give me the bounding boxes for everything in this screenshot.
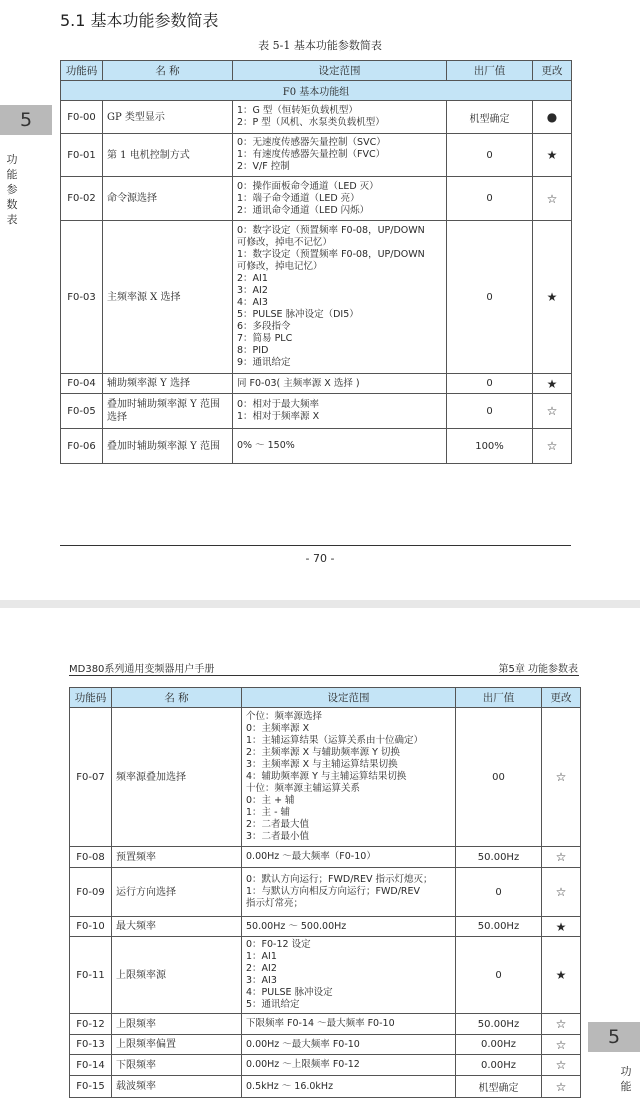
range-line: 7：简易 PLC — [237, 333, 293, 344]
param-code: F0-10 — [70, 917, 112, 937]
param-name: 叠加时辅助频率源 Y 范围 — [103, 429, 233, 464]
param-code: F0-06 — [61, 429, 103, 464]
param-name: 载波频率 — [112, 1076, 242, 1098]
param-name: 预置频率 — [112, 847, 242, 868]
range-line: 3：主频率源 X 与主辅运算结果切换 — [246, 759, 398, 770]
table-row — [70, 868, 581, 917]
table-row — [70, 847, 581, 868]
param-range — [233, 221, 447, 374]
table-row — [70, 1014, 581, 1035]
param-code: F0-04 — [61, 374, 103, 394]
footer-divider — [60, 545, 571, 546]
range-line: 4：PULSE 脉冲设定 — [246, 987, 333, 998]
table-row — [61, 177, 572, 221]
param-range — [242, 937, 456, 1014]
range-line: 1：相对于频率源 X — [237, 411, 320, 422]
param-range — [233, 374, 447, 394]
header-change: 更改 — [542, 688, 581, 708]
section-title: 5.1 基本功能参数简表 — [60, 11, 219, 30]
page-gap — [0, 600, 640, 608]
range-line: 3：二者最小值 — [246, 831, 310, 842]
param-default: 0.00Hz — [456, 1055, 542, 1076]
running-header-right: 第5章 功能参数表 — [498, 664, 578, 675]
side-char: 功 — [6, 153, 18, 166]
param-range — [233, 177, 447, 221]
range-line: 50.00Hz ～ 500.00Hz — [246, 920, 347, 932]
param-name: 辅助频率源 Y 选择 — [103, 374, 233, 394]
range-line: 1：与默认方向相反方向运行；FWD/REV — [246, 886, 421, 897]
range-line: 0：主 + 辅 — [246, 795, 295, 806]
param-name: 第 1 电机控制方式 — [103, 134, 233, 177]
range-line: 4：辅助频率源 Y 与主辅运算结果切换 — [246, 771, 407, 782]
group-label: F0 基本功能组 — [61, 81, 572, 101]
range-line: 1：有速度传感器矢量控制（FVC） — [237, 149, 386, 160]
param-range — [242, 1035, 456, 1055]
param-code: F0-05 — [61, 394, 103, 429]
param-default: 机型确定 — [447, 101, 533, 134]
range-line: 0% ～ 150% — [237, 440, 295, 451]
param-code: F0-13 — [70, 1035, 112, 1055]
param-name: 最大频率 — [112, 917, 242, 937]
table-header-row — [61, 61, 572, 81]
param-change-symbol: ● — [533, 101, 572, 134]
header-name: 名 称 — [112, 688, 242, 708]
param-name: 上限频率偏置 — [112, 1035, 242, 1055]
table-row — [70, 917, 581, 937]
header-divider — [69, 675, 579, 676]
param-name: 频率源叠加选择 — [112, 708, 242, 847]
param-code: F0-12 — [70, 1014, 112, 1035]
param-change-symbol: ☆ — [542, 847, 581, 868]
table-caption: 表 5-1 基本功能参数简表 — [258, 39, 382, 52]
range-line: 可修改，掉电记忆） — [237, 261, 323, 272]
param-name: 上限频率源 — [112, 937, 242, 1014]
parameter-table-f0-part2 — [69, 687, 581, 1098]
range-line: 2：AI1 — [237, 273, 268, 284]
side-char: 能 — [6, 168, 18, 181]
param-range — [242, 1014, 456, 1035]
param-default: 00 — [456, 708, 542, 847]
range-line: 1：端子命令通道（LED 亮） — [237, 192, 360, 204]
param-default: 0 — [447, 394, 533, 429]
param-name: 叠加时辅助频率源 Y 范围选择 — [103, 394, 233, 429]
range-line: 下限频率 F0-14 ～最大频率 F0-10 — [246, 1018, 395, 1029]
param-default: 0 — [447, 374, 533, 394]
side-char: 数 — [6, 198, 18, 211]
chapter-tab: 5 — [588, 1022, 640, 1052]
range-line: 个位：频率源选择 — [246, 711, 323, 722]
table-row — [61, 394, 572, 429]
param-name: 运行方向选择 — [112, 868, 242, 917]
range-line: 0.00Hz ～最大频率（F0-10） — [246, 851, 376, 862]
param-default: 0.00Hz — [456, 1035, 542, 1055]
param-change-symbol: ★ — [542, 917, 581, 937]
param-name: 上限频率 — [112, 1014, 242, 1035]
table-row — [61, 374, 572, 394]
param-default: 0 — [447, 134, 533, 177]
param-default: 50.00Hz — [456, 847, 542, 868]
param-range — [242, 1055, 456, 1076]
range-line: 3：AI2 — [237, 285, 268, 296]
param-change-symbol: ★ — [533, 134, 572, 177]
param-name: 命令源选择 — [103, 177, 233, 221]
param-change-symbol: ☆ — [542, 1035, 581, 1055]
param-name: GP 类型显示 — [103, 101, 233, 134]
range-line: 0.00Hz ～最大频率 F0-10 — [246, 1038, 360, 1050]
param-change-symbol: ☆ — [533, 177, 572, 221]
param-change-symbol: ★ — [542, 937, 581, 1014]
range-line: 3：AI3 — [246, 975, 277, 986]
param-code: F0-15 — [70, 1076, 112, 1098]
param-range — [233, 134, 447, 177]
range-line: 0：相对于最大频率 — [237, 399, 320, 410]
param-change-symbol: ☆ — [542, 708, 581, 847]
param-change-symbol: ★ — [533, 221, 572, 374]
running-header-left: MD380系列通用变频器用户手册 — [69, 664, 215, 675]
range-line: 指示灯常亮； — [246, 898, 304, 909]
range-line: 1：主 - 辅 — [246, 807, 291, 818]
range-line: 2：主频率源 X 与辅助频率源 Y 切换 — [246, 747, 400, 758]
table-header-row — [70, 688, 581, 708]
side-char: 表 — [6, 213, 18, 226]
param-code: F0-07 — [70, 708, 112, 847]
header-name: 名 称 — [103, 61, 233, 81]
chapter-side-label — [619, 1064, 633, 1094]
param-name: 主频率源 X 选择 — [103, 221, 233, 374]
range-line: 0.00Hz ～上限频率 F0-12 — [246, 1059, 360, 1070]
param-range — [242, 917, 456, 937]
side-char: 能 — [620, 1080, 632, 1093]
side-char: 参 — [6, 183, 18, 196]
param-change-symbol: ☆ — [542, 1055, 581, 1076]
table-row — [61, 221, 572, 374]
param-code: F0-11 — [70, 937, 112, 1014]
header-range: 设定范围 — [242, 688, 456, 708]
range-line: 1：主辅运算结果（运算关系由十位确定） — [246, 735, 424, 746]
range-line: 同 F0-03( 主频率源 X 选择 ) — [237, 377, 360, 389]
param-change-symbol: ☆ — [542, 1014, 581, 1035]
side-char: 功 — [620, 1065, 632, 1078]
chapter-side-label — [5, 152, 19, 227]
range-line: 4：AI3 — [237, 297, 268, 308]
header-code: 功能码 — [70, 688, 112, 708]
header-default: 出厂值 — [456, 688, 542, 708]
param-code: F0-14 — [70, 1055, 112, 1076]
range-line: 8：PID — [237, 345, 269, 356]
table-row — [70, 708, 581, 847]
range-line: 9：通讯给定 — [237, 357, 291, 368]
param-range — [233, 429, 447, 464]
param-code: F0-01 — [61, 134, 103, 177]
param-change-symbol: ☆ — [533, 394, 572, 429]
table-row — [70, 1035, 581, 1055]
range-line: 0：主频率源 X — [246, 723, 310, 734]
param-range — [233, 101, 447, 134]
param-range — [242, 847, 456, 868]
header-change: 更改 — [533, 61, 572, 81]
param-code: F0-08 — [70, 847, 112, 868]
param-code: F0-09 — [70, 868, 112, 917]
range-line: 0：数字设定（预置频率 F0-08，UP/DOWN — [237, 225, 425, 236]
range-line: 0：默认方向运行；FWD/REV 指示灯熄灭； — [246, 874, 433, 885]
range-line: 1：AI1 — [246, 951, 277, 962]
param-change-symbol: ☆ — [533, 429, 572, 464]
table-row — [70, 1055, 581, 1076]
range-line: 1：G 型（恒转矩负载机型） — [237, 105, 358, 116]
param-default: 0 — [447, 177, 533, 221]
param-default: 0 — [456, 868, 542, 917]
param-change-symbol: ☆ — [542, 1076, 581, 1098]
table-row — [70, 1076, 581, 1098]
range-line: 6：多段指令 — [237, 321, 291, 332]
range-line: 2：P 型（风机、水泵类负载机型） — [237, 117, 385, 128]
table-row — [61, 134, 572, 177]
header-range: 设定范围 — [233, 61, 447, 81]
param-default: 机型确定 — [456, 1076, 542, 1098]
chapter-tab: 5 — [0, 105, 52, 135]
param-range — [242, 708, 456, 847]
range-line: 0.5kHz ～ 16.0kHz — [246, 1080, 334, 1092]
param-range — [233, 394, 447, 429]
range-line: 2：AI2 — [246, 963, 277, 974]
range-line: 5：通讯给定 — [246, 999, 300, 1010]
range-line: 5：PULSE 脉冲设定（DI5） — [237, 309, 359, 320]
range-line: 1：数字设定（预置频率 F0-08，UP/DOWN — [237, 249, 425, 260]
param-default: 100% — [447, 429, 533, 464]
param-default: 50.00Hz — [456, 917, 542, 937]
param-code: F0-02 — [61, 177, 103, 221]
param-range — [242, 868, 456, 917]
range-line: 0：无速度传感器矢量控制（SVC） — [237, 137, 386, 148]
table-row — [70, 937, 581, 1014]
manual-page-71 — [0, 608, 640, 1094]
range-line: 2：通讯命令通道（LED 闪烁） — [237, 204, 370, 216]
range-line: 0：F0-12 设定 — [246, 939, 311, 950]
param-code: F0-03 — [61, 221, 103, 374]
group-row — [61, 81, 572, 101]
param-default: 0 — [456, 937, 542, 1014]
param-default: 0 — [447, 221, 533, 374]
param-name: 下限频率 — [112, 1055, 242, 1076]
param-range — [242, 1076, 456, 1098]
range-line: 十位：频率源主辅运算关系 — [246, 783, 361, 794]
param-change-symbol: ☆ — [542, 868, 581, 917]
param-default: 50.00Hz — [456, 1014, 542, 1035]
param-code: F0-00 — [61, 101, 103, 134]
page-number: - 70 - — [305, 552, 335, 565]
range-line: 可修改，掉电不记忆） — [237, 237, 333, 248]
table-row — [61, 101, 572, 134]
range-line: 0：操作面板命令通道（LED 灭） — [237, 180, 379, 192]
header-default: 出厂值 — [447, 61, 533, 81]
parameter-table-f0-part1 — [60, 60, 572, 464]
range-line: 2：二者最大值 — [246, 819, 310, 830]
range-line: 2：V/F 控制 — [237, 161, 290, 172]
table-row — [61, 429, 572, 464]
header-code: 功能码 — [61, 61, 103, 81]
param-change-symbol: ★ — [533, 374, 572, 394]
